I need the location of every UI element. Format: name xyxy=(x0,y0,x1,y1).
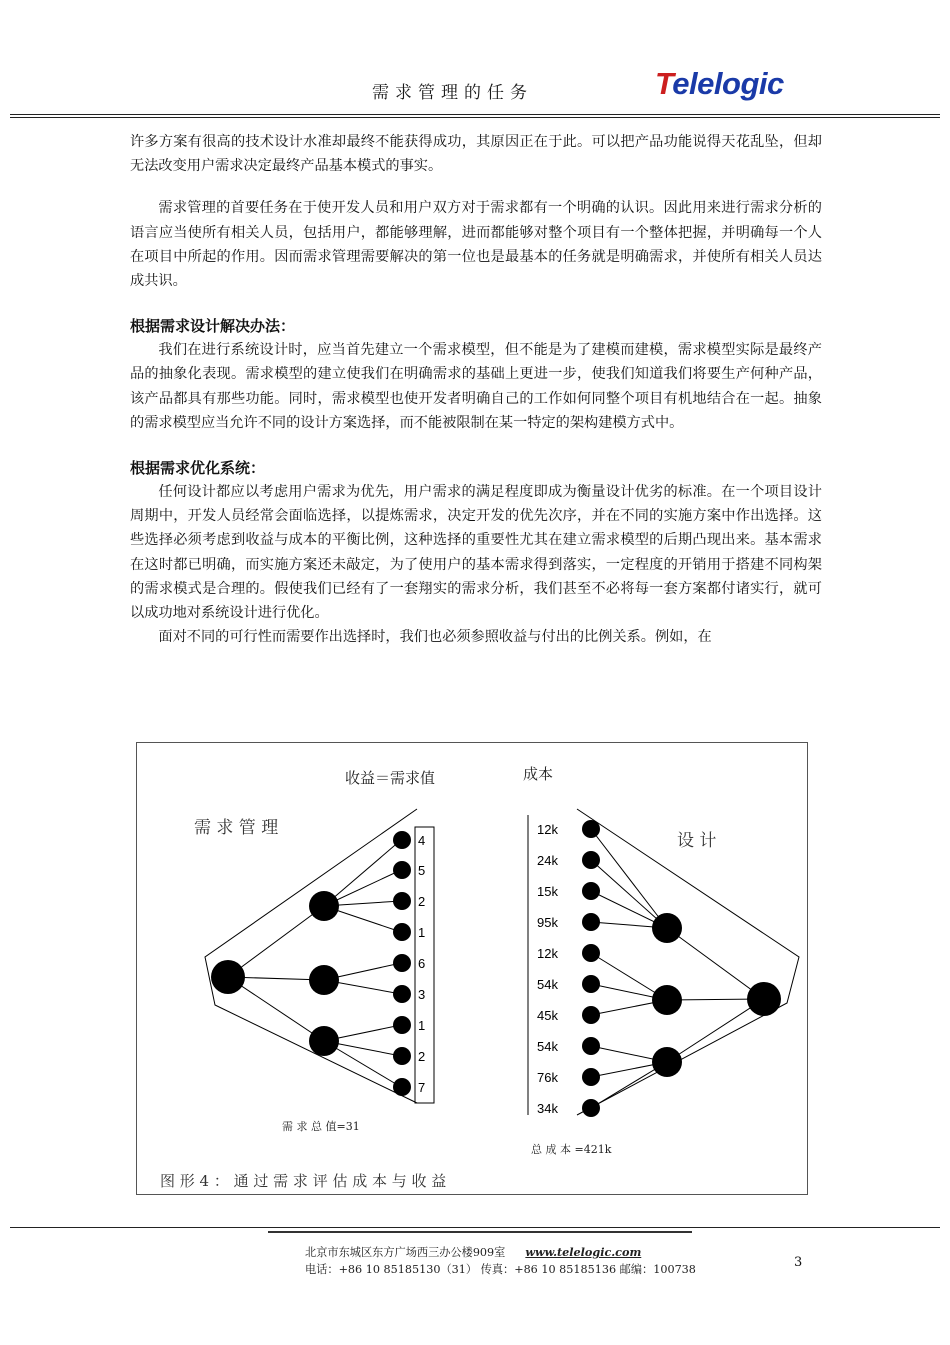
cost-value-3: 15k xyxy=(537,884,558,899)
cost-value-6: 54k xyxy=(537,977,558,992)
section-heading-design: 根据需求设计解决办法： xyxy=(130,317,296,336)
footer-contact: 电话：+86 10 85185130（31） 传真：+86 10 85185136 邮编：100738 xyxy=(305,1263,696,1276)
cost-value-9: 76k xyxy=(537,1070,558,1085)
logo-prefix: T xyxy=(655,66,673,101)
paragraph-3: 我们在进行系统设计时，应当首先建立一个需求模型，但不能是为了建模而建模，需求模型实际是最终产品的抽象化表现。需求模型的建立使我们在明确需求的基础上更进一步，使我们知道我们将要生产何种产品，该产品都具有那些功能。同时，需求模型也使开发者明确自己的工作如何同整个项目有机地结合在一起。抽象的需求模型应当允许不同的设计方案选择，而不能被限制在某一特定的架构建模方式中。 xyxy=(130,342,822,431)
cost-value-2: 24k xyxy=(537,853,558,868)
req-value-3: 2 xyxy=(418,894,426,909)
cost-value-10: 34k xyxy=(537,1101,558,1116)
label-design: 设 计 xyxy=(677,831,717,851)
cost-value-4: 95k xyxy=(537,915,558,930)
cost-total: 总 成 本 =421k xyxy=(531,1143,612,1156)
label-benefit: 收益＝需求值 xyxy=(345,769,436,787)
left-nodes xyxy=(211,831,411,1096)
figure-svg xyxy=(137,743,809,1196)
root-node-design xyxy=(747,982,781,1016)
paragraph-4: 任何设计都应以考虑用户需求为优先，用户需求的满足程度即成为衡量设计优劣的标准。在一个项目设计周期中，开发人员经常会面临选择，以提炼需求，决定开发的优先次序，并在不同的实施方案中作出选择。这些选择必须考虑到收益与成本的平衡比例，这种选择的重要性尤其在建立需求模型的后期凸现出来。基本需求在这时都已明确，而实施方案还未敲定，为了使用户的基本需求得到落实，一定程度的开销用于搭建不同构架的需求模式是合理的。假使我们已经有了一套翔实的需求分析，我们甚至不必将每一套方案都付诸实行，就可以成功地对系统设计进行优化。 xyxy=(130,484,822,622)
req-value-6: 3 xyxy=(418,987,426,1002)
mid-node-req-2 xyxy=(309,965,339,995)
mid-node-design-1 xyxy=(652,913,682,943)
logo-rest: elelogic xyxy=(672,66,784,101)
req-value-9: 7 xyxy=(418,1080,426,1095)
paragraph-5: 面对不同的可行性而需要作出选择时，我们也必须参照收益与付出的比例关系。例如，在 xyxy=(158,629,712,646)
mid-node-design-3 xyxy=(652,1047,682,1077)
req-value-2: 5 xyxy=(418,863,426,878)
cost-value-1: 12k xyxy=(537,822,558,837)
figure-4-diagram xyxy=(136,742,808,1195)
mid-node-req-3 xyxy=(309,1026,339,1056)
mid-node-req-1 xyxy=(309,891,339,921)
footer-rule xyxy=(10,1227,940,1228)
paragraph-1: 许多方案有很高的技术设计水准却最终不能获得成功，其原因正在于此。可以把产品功能说得天花乱坠，但却无法改变用户需求决定最终产品基本模式的事实。 xyxy=(130,134,822,175)
header-title: 需求管理的任务 xyxy=(372,83,533,103)
header-rule-secondary xyxy=(10,117,940,118)
req-value-8: 2 xyxy=(418,1049,426,1064)
req-total: 需 求 总 值=31 xyxy=(282,1120,360,1133)
label-cost: 成本 xyxy=(523,765,554,783)
cost-value-7: 45k xyxy=(537,1008,558,1023)
mid-node-design-2 xyxy=(652,985,682,1015)
footer-rule-secondary xyxy=(268,1231,692,1233)
req-value-1: 4 xyxy=(418,833,426,848)
header-rule xyxy=(10,114,940,115)
body-content xyxy=(130,130,822,649)
figure-caption: 图 形 4 ： 通 过 需 求 评 估 成 本 与 收 益 xyxy=(160,1172,447,1190)
req-value-4: 1 xyxy=(418,925,426,940)
req-value-7: 1 xyxy=(418,1018,426,1033)
page-number: 3 xyxy=(794,1255,803,1270)
req-value-5: 6 xyxy=(418,956,426,971)
footer-url-link[interactable]: www.telelogic.com xyxy=(525,1245,642,1259)
footer-address: 北京市东城区东方广场西三办公楼909室 xyxy=(305,1246,506,1259)
footer-address-block xyxy=(305,1244,696,1278)
cost-value-5: 12k xyxy=(537,946,558,961)
section-heading-optimize: 根据需求优化系统： xyxy=(130,459,266,478)
cost-value-8: 54k xyxy=(537,1039,558,1054)
telelogic-logo xyxy=(655,66,784,102)
paragraph-2: 需求管理的首要任务在于使开发人员和用户双方对于需求都有一个明确的认识。因此用来进行需求分析的语言应当使所有相关人员，包括用户，都能够理解，进而都能够对整个项目有一个整体把握，并明确每一个人在项目中所起的作用。因而需求管理需要解决的第一位也是最基本的任务就是明确需求，并使所有相关人员达成共识。 xyxy=(130,200,822,290)
label-req-mgmt: 需 求 管 理 xyxy=(194,818,279,838)
root-node-req xyxy=(211,960,245,994)
